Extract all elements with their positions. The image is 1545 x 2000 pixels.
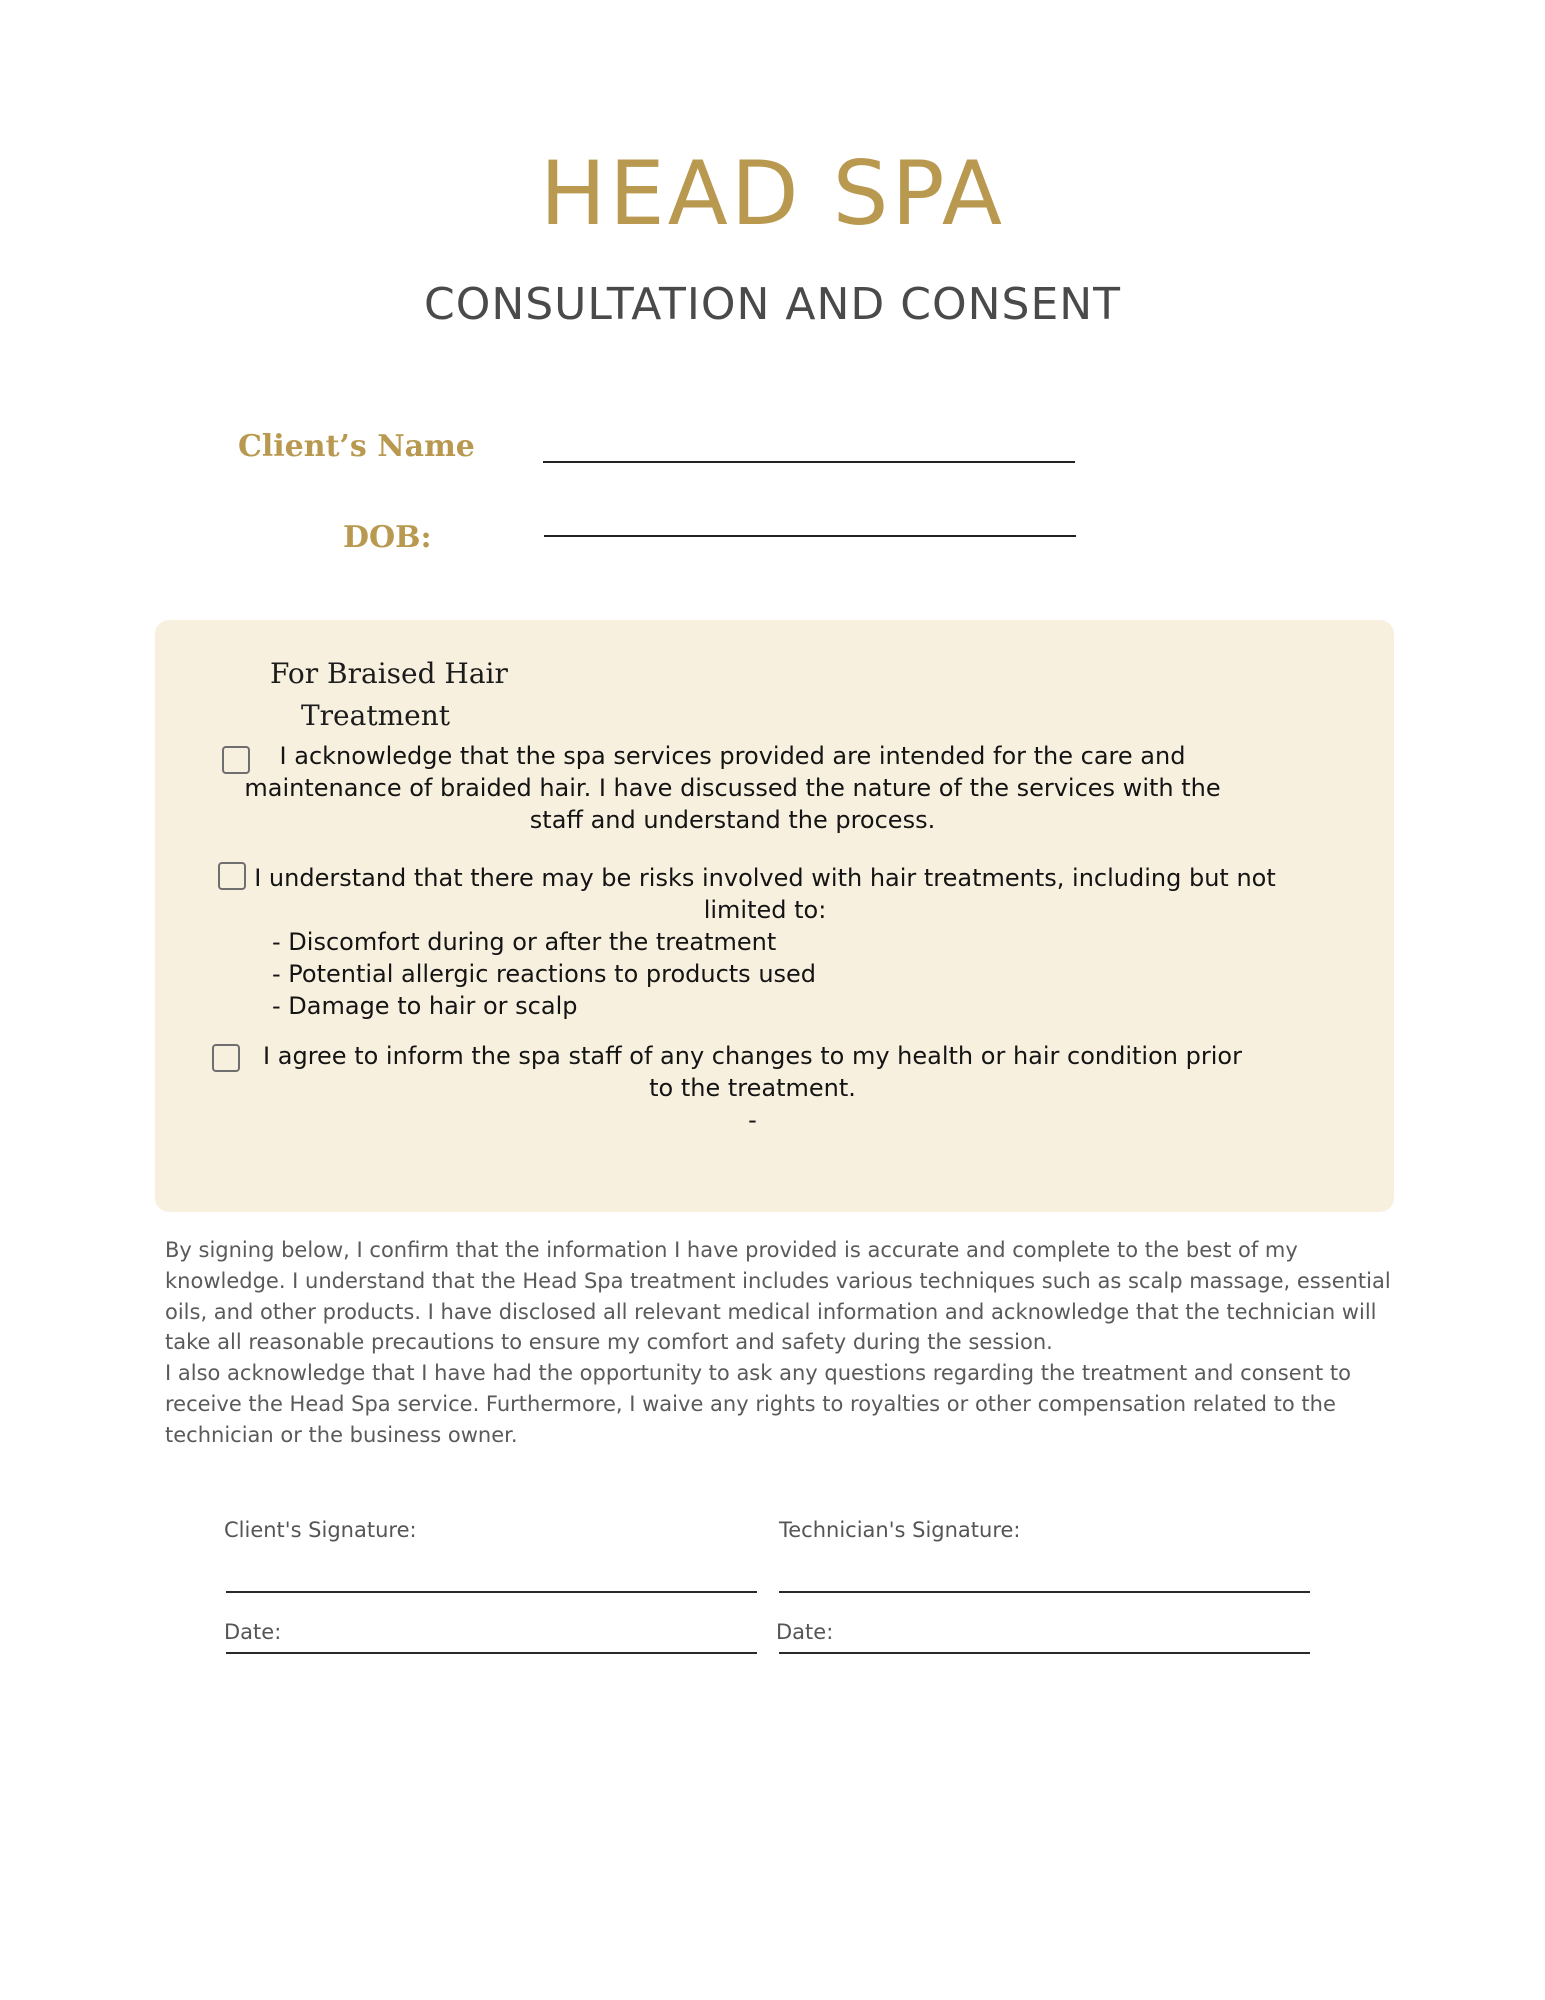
inform-staff-line2: to the treatment. [649,1074,856,1102]
page-title: HEAD SPA [539,142,1006,245]
page-subtitle: CONSULTATION AND CONSENT [423,279,1122,330]
technician-date-field[interactable] [779,1652,1310,1654]
inform-staff-line3: - [748,1106,757,1134]
consent-paragraph-1: By signing below, I confirm that the information I have provided is accurate and complete to the best of my knowledge. I understand that the Head Spa treatment includes various techniques such as scalp massage, essential oils, and other products. I have disclosed all relevant medical information and acknowledge that the technician will take all reasonable precautions to ensure my comfort and safety during the session. [165,1238,1391,1355]
dob-label: DOB: [343,520,432,555]
consent-paragraph-2: I also acknowledge that I have had the opportunity to ask any questions regarding the treatment and consent to receive the Head Spa service. Furthermore, I waive any rights to royalties or other compensation related to the technician or the business owner. [165,1361,1351,1447]
client-signature-label: Client's Signature: [224,1518,417,1542]
understand-risks-line1: I understand that there may be risks involved with hair treatments, including but not [254,864,1276,892]
inform-staff-line1: I agree to inform the spa staff of any changes to my health or hair condition prior [263,1042,1242,1070]
consent-statement [165,1235,1405,1451]
dob-field[interactable] [544,535,1076,537]
technician-signature-field[interactable] [779,1591,1310,1593]
client-signature-field[interactable] [226,1591,757,1593]
technician-signature-label: Technician's Signature: [779,1518,1021,1542]
client-date-label: Date: [224,1620,282,1644]
understand-risks-line2: limited to: [703,896,827,924]
acknowledge-services-line3: staff and understand the process. [529,806,936,834]
acknowledge-services-line2: maintenance of braided hair. I have discussed the nature of the services with the [244,774,1221,802]
risk-bullet-damage: - Damage to hair or scalp [272,992,578,1020]
risk-bullet-discomfort: - Discomfort during or after the treatment [272,928,777,956]
technician-date-label: Date: [776,1620,834,1644]
treatment-heading-line1: For Braised Hair [270,657,508,690]
treatment-heading-line2: Treatment [301,699,450,732]
client-name-field[interactable] [543,461,1075,463]
acknowledge-services-line1: I acknowledge that the spa services provided are intended for the care and [279,742,1186,770]
client-date-field[interactable] [226,1652,757,1654]
risk-bullet-allergic: - Potential allergic reactions to products used [272,960,817,988]
client-name-label: Client’s Name [238,429,475,464]
